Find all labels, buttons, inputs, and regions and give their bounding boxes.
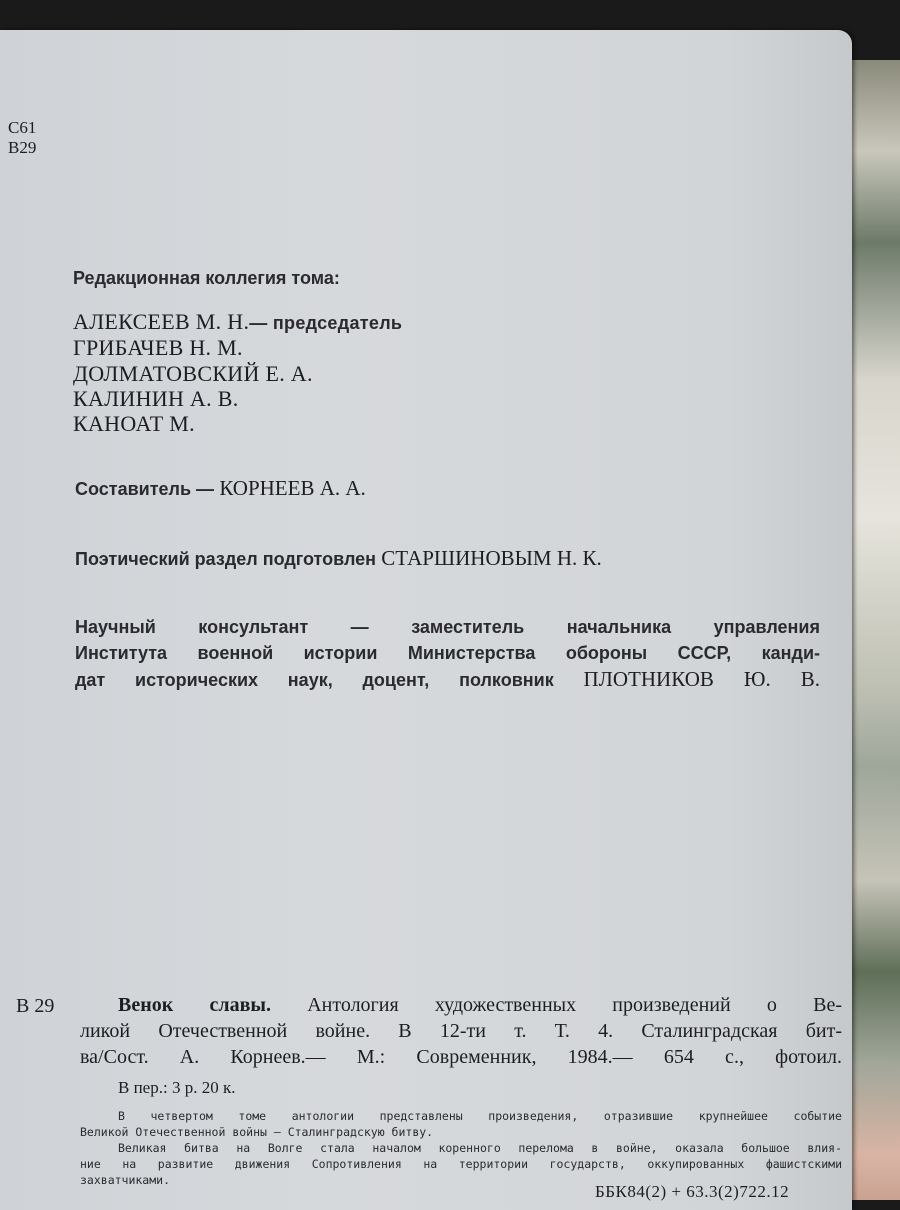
book-page [0,30,852,1210]
compiler-name: КОРНЕЕВ А. А. [219,476,366,500]
classification-code-1: С61 [8,118,37,137]
bib-line-1-rest: Антология художественных произведений о Ве- [307,994,843,1016]
poetry-line [75,546,602,571]
board-member [73,309,402,336]
price: В пер.: 3 р. 20 к. [118,1078,236,1097]
poetry-label: Поэтический раздел подготовлен [75,549,377,569]
member-name: КАЛИНИН А. В. [73,386,239,411]
consultant-line: Института военной истории Министерства обороны СССР, канди- [75,643,820,663]
annotation-line: В четвертом томе антологии представлены произведения, отразившие крупнейшее событие [118,1109,842,1123]
consultant-paragraph [75,614,820,692]
editorial-board-heading: Редакционная коллегия тома: [73,268,340,288]
annotation [80,1108,842,1188]
member-role: — председатель [249,313,403,333]
bib-line-3: ва/Сост. А. Корнеев.— М.: Современник, 1984.— 654 с., фотоил. [80,1046,842,1068]
annotation-line: Великой Отечественной войны — Сталинградскую битву. [80,1125,434,1139]
classification-code-2: В29 [8,138,37,157]
bib-line-1 [80,992,842,1018]
board-member [73,386,239,412]
consultant-line-3 [75,666,820,692]
compiler-line [75,476,366,501]
board-member [73,411,195,437]
annotation-line: Великая битва на Волге стала началом коренного перелома в войне, оказала большое влия- [118,1141,842,1155]
member-name: ГРИБАЧЕВ Н. М. [73,335,243,360]
bibliographic-record [80,992,842,1070]
member-name: КАНОАТ М. [73,411,195,436]
bib-line-2: ликой Отечественной войне. В 12-ти т. Т. 4. Сталинградская бит- [80,1020,842,1042]
member-name: АЛЕКСЕЕВ М. Н. [73,309,250,334]
consultant-name: ПЛОТНИКОВ Ю. В. [583,667,820,691]
photo-page-edge [848,60,900,1200]
member-name: ДОЛМАТОВСКИЙ Е. А. [73,361,313,386]
bbk-index: ББК84(2) + 63.3(2)722.12 [595,1182,790,1201]
board-member [73,335,243,361]
consultant-line: Научный консультант — заместитель начальника управления [75,617,820,637]
consultant-text: дат исторических наук, доцент, полковник [75,670,554,690]
annotation-line: ние на развитие движения Сопротивления на территории государств, оккупированных фашистскими [80,1157,842,1171]
bibliographic-code: В 29 [16,995,55,1017]
annotation-line: захватчиками. [80,1173,171,1187]
compiler-label: Составитель — [75,479,215,499]
board-member [73,361,313,387]
book-title: Венок славы. [118,994,271,1016]
poetry-editor-name: СТАРШИНОВЫМ Н. К. [381,546,602,570]
